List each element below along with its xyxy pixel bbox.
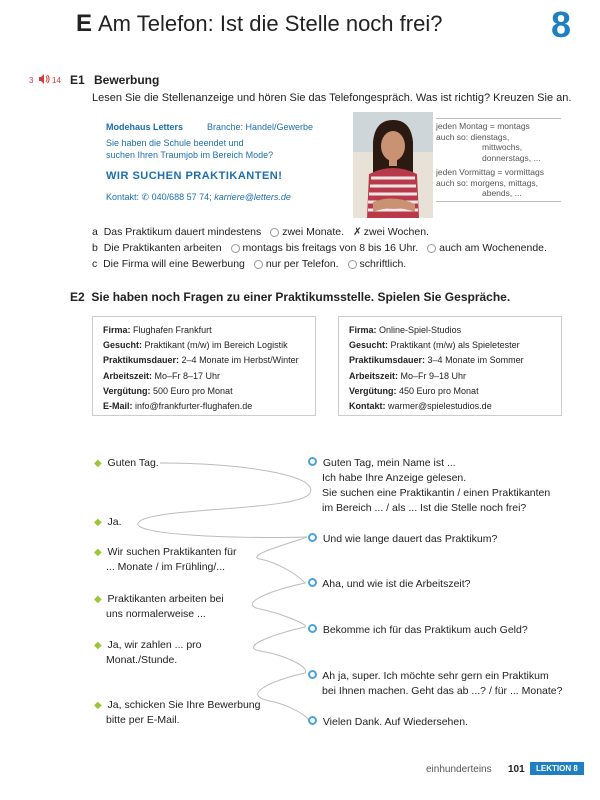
dialogue-right-4: [308, 623, 528, 638]
grammar-note: [436, 118, 561, 202]
radio-option[interactable]: [348, 260, 357, 269]
note-line: abends, ...: [482, 188, 522, 198]
dialogue-right-6: [308, 715, 468, 730]
card-row: [103, 323, 315, 338]
card-key: Arbeitszeit:: [103, 370, 153, 381]
diamond-icon: ◆: [94, 700, 102, 711]
card-value: 3–4 Monate im Sommer: [427, 355, 524, 366]
ad-company: Modehaus Letters: [106, 122, 184, 132]
page-number-words: einhunderteins: [426, 764, 492, 775]
checked-x-icon[interactable]: ✗: [352, 226, 362, 238]
card-row: [103, 399, 315, 414]
item-letter: c: [92, 258, 98, 270]
quiz-item-b: [92, 242, 547, 254]
ad-email: karriere@letters.de: [214, 192, 291, 202]
circle-icon: [308, 533, 317, 542]
dialogue-left-1: [94, 456, 159, 471]
circle-icon: [308, 457, 317, 466]
dialogue-left-4: [94, 592, 224, 622]
job-card-1: [92, 316, 316, 416]
card-row: [349, 384, 561, 399]
option-label: schriftlich.: [359, 258, 407, 270]
dialogue-connector: [120, 455, 320, 725]
diamond-icon: ◆: [94, 458, 102, 469]
quiz-item-a: [92, 226, 429, 238]
ad-contact-label: Kontakt:: [106, 192, 140, 202]
card-row: [349, 338, 561, 353]
audio-track-number: 3: [29, 76, 34, 85]
option-label: zwei Wochen.: [363, 226, 429, 238]
card-key: Kontakt:: [349, 401, 386, 412]
ad-phone: 040/688 57 74;: [151, 192, 212, 202]
ad-headline: WIR SUCHEN PRAKTIKANTEN!: [106, 170, 283, 182]
option-label: zwei Monate.: [282, 226, 345, 238]
card-key: Gesucht:: [349, 340, 389, 351]
radio-option[interactable]: [231, 244, 240, 253]
phone-icon: ✆: [141, 192, 150, 202]
ad-branche: Branche: Handel/Gewerbe: [207, 122, 314, 132]
dialogue-left-5: [94, 638, 202, 668]
dialogue-text: Praktikanten arbeiten bei: [107, 593, 224, 605]
card-value: Online-Spiel-Studios: [379, 325, 462, 335]
section-letter: E: [76, 10, 93, 37]
dialogue-text: Aha, und wie ist die Arbeitszeit?: [322, 578, 471, 590]
dialogue-text: bei Ihnen machen. Geht das ab ...? / für ... Monate?: [322, 685, 563, 697]
dialogue-right-1: [308, 456, 550, 516]
card-row: [349, 369, 561, 384]
exercise-number: E1: [70, 73, 85, 87]
card-value: 2–4 Monate im Herbst/Winter: [181, 355, 299, 366]
card-row: [349, 353, 561, 368]
radio-option[interactable]: [427, 244, 436, 253]
dialogue-text: bitte per E-Mail.: [106, 714, 180, 726]
dialogue-text: Sie suchen eine Praktikantin / einen Praktikanten: [322, 487, 551, 499]
option-label: montags bis freitags von 8 bis 16 Uhr.: [242, 242, 419, 254]
card-value: Praktikant (m/w) im Bereich Logistik: [144, 340, 288, 351]
card-value: Mo–Fr 8–17 Uhr: [154, 370, 221, 381]
dialogue-text: Wir suchen Praktikanten für: [107, 546, 237, 558]
exercise-number: E2: [70, 290, 85, 304]
circle-icon: [308, 578, 317, 587]
card-row: [349, 323, 561, 338]
dialogue-left-2: [94, 515, 122, 530]
dialogue-left-6: [94, 698, 260, 728]
card-key: Praktikumsdauer:: [349, 355, 426, 366]
item-letter: a: [92, 226, 98, 238]
dialogue-text: Ich habe Ihre Anzeige gelesen.: [322, 472, 467, 484]
dialogue-text: Und wie lange dauert das Praktikum?: [322, 533, 498, 545]
exercise-instruction: Lesen Sie die Stellenanzeige und hören Sie das Telefongespräch. Was ist richtig? Kreuzen Sie an.: [92, 92, 572, 104]
note-line: jeden Vormittag = vormittags: [436, 167, 544, 177]
diamond-icon: ◆: [94, 640, 102, 651]
card-key: Gesucht:: [103, 340, 143, 351]
card-value: 500 Euro pro Monat: [153, 385, 233, 396]
ad-contact: [106, 192, 291, 203]
diamond-icon: ◆: [94, 594, 102, 605]
card-row: [103, 353, 315, 368]
speaker-icon: [38, 74, 50, 87]
card-key: Vergütung:: [103, 385, 151, 396]
dialogue-text: Guten Tag, mein Name ist ...: [322, 457, 456, 469]
card-value: Mo–Fr 9–18 Uhr: [400, 370, 467, 381]
quiz-item-c: [92, 258, 406, 270]
ad-line-2: suchen Ihren Traumjob im Bereich Mode?: [106, 150, 274, 160]
circle-icon: [308, 670, 317, 679]
card-row: [103, 369, 315, 384]
dialogue-text: Vielen Dank. Auf Wiedersehen.: [322, 716, 468, 728]
note-line: mittwochs,: [482, 142, 523, 152]
card-key: Praktikumsdauer:: [103, 355, 180, 366]
dialogue-text: Monat./Stunde.: [106, 654, 178, 666]
dialogue-text: uns normalerweise ...: [106, 608, 206, 620]
dialogue-text: Ja, wir zahlen ... pro: [107, 639, 202, 651]
dialogue-right-2: [308, 532, 497, 547]
dialogue-text: im Bereich ... / als ... Ist die Stelle noch frei?: [322, 502, 527, 514]
note-line: auch so: dienstags,: [436, 131, 510, 142]
card-row: [103, 384, 315, 399]
job-ad: [92, 114, 354, 214]
dialogue-right-5: [308, 669, 562, 699]
card-key: Firma:: [103, 325, 131, 335]
diamond-icon: ◆: [94, 517, 102, 528]
section-title: Am Telefon: Ist die Stelle noch frei?: [98, 11, 443, 36]
unit-number: 8: [551, 4, 572, 45]
option-label: auch am Wochenende.: [439, 242, 547, 254]
dialogue-text: Ja, schicken Sie Ihre Bewerbung: [107, 699, 261, 711]
dialogue-left-3: [94, 545, 237, 575]
item-letter: b: [92, 242, 98, 254]
radio-option[interactable]: [270, 228, 279, 237]
lesson-badge: LEKTION 8: [530, 762, 584, 775]
card-value: warmer@spielestudios.de: [388, 401, 492, 412]
item-stem: Die Firma will eine Bewerbung: [103, 258, 245, 270]
circle-icon: [308, 624, 317, 633]
card-key: Arbeitszeit:: [349, 370, 399, 381]
ad-line-1: Sie haben die Schule beendet und: [106, 138, 244, 148]
exercise-title: Sie haben noch Fragen zu einer Praktikumsstelle. Spielen Sie Gespräche.: [91, 290, 511, 304]
radio-option[interactable]: [254, 260, 263, 269]
circle-icon: [308, 716, 317, 725]
card-value: Flughafen Frankfurt: [133, 325, 212, 335]
card-key: Vergütung:: [349, 385, 397, 396]
card-key: Firma:: [349, 325, 377, 335]
job-card-2: [338, 316, 562, 416]
card-value: info@frankfurter-flughafen.de: [135, 401, 253, 412]
dialogue-text: ... Monate / im Frühling/...: [106, 561, 226, 573]
dialogue-text: Guten Tag.: [107, 457, 159, 469]
exercise-2-heading: [70, 290, 510, 304]
note-line: jeden Montag = montags: [436, 121, 530, 131]
diamond-icon: ◆: [94, 547, 102, 558]
audio-track-14: 14: [52, 76, 61, 85]
dialogue-text: Ja.: [107, 516, 122, 528]
exercise-title: Bewerbung: [94, 73, 160, 87]
dialogue-right-3: [308, 577, 471, 592]
card-value: 450 Euro pro Monat: [399, 385, 479, 396]
note-line: auch so: morgens, mittags,: [436, 177, 539, 188]
option-label: nur per Telefon.: [265, 258, 339, 270]
dialogue-text: Bekomme ich für das Praktikum auch Geld?: [322, 624, 528, 636]
dialogue-text: Ah ja, super. Ich möchte sehr gern ein Praktikum: [322, 670, 549, 682]
card-key: E-Mail:: [103, 401, 133, 412]
card-value: Praktikant (m/w) als Spieletester: [390, 340, 520, 351]
note-line: donnerstags, ...: [482, 152, 541, 163]
page-number: 101: [508, 764, 525, 775]
item-stem: Die Praktikanten arbeiten: [103, 242, 222, 254]
card-row: [349, 399, 561, 414]
card-row: [103, 338, 315, 353]
item-stem: Das Praktikum dauert mindestens: [103, 226, 262, 238]
woman-photo: [353, 112, 433, 218]
